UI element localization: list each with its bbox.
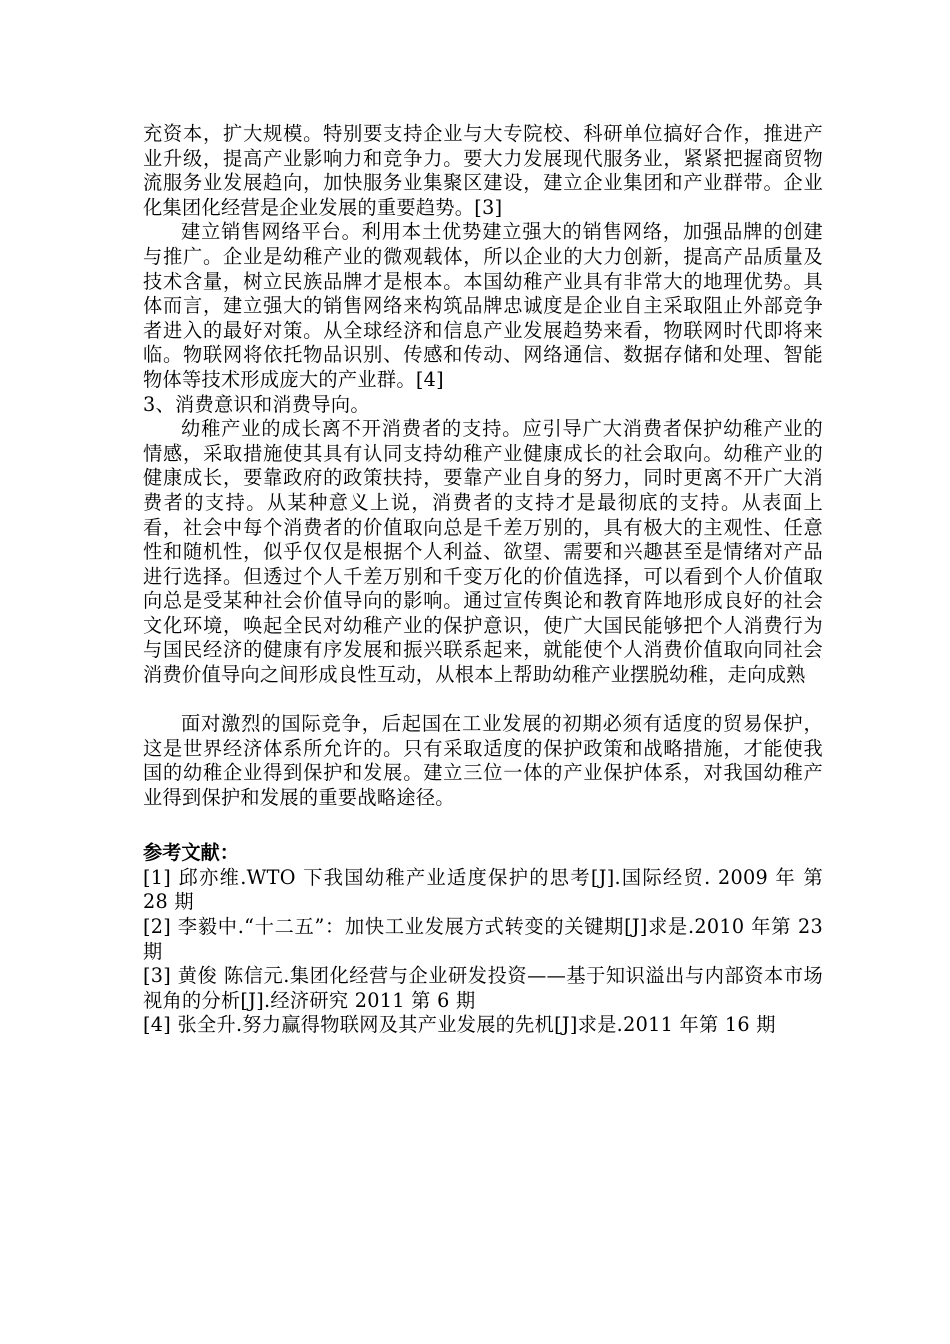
blank-line — [143, 811, 823, 836]
section-heading-consumption: 3、消费意识和消费导向。 — [143, 392, 370, 416]
references-section — [143, 841, 823, 1038]
reference-item: [2] 李毅中.“十二五”：加快工业发展方式转变的关键期[J]求是.2010 年第 23 期 — [143, 915, 823, 963]
references-title: 参考文献： — [143, 841, 239, 865]
document-page — [143, 122, 823, 1038]
reference-item: [3] 黄俊 陈信元.集团化经营与企业研发投资——基于知识溢出与内部资本市场视角的分析[J].经济研究 2011 第 6 期 — [143, 964, 823, 1012]
reference-item: [1] 邱亦维.WTO 下我国幼稚产业适度保护的思考[J].国际经贸. 2009 年 第 28 期 — [143, 865, 823, 914]
paragraph-continued: 充资本，扩大规模。特别要支持企业与大专院校、科研单位搞好合作，推进产业升级，提高产业影响力和竞争力。要大力发展现代服务业，紧紧把握商贸物流服务业发展趋向，加快服务业集聚区建设，建立企业集团和产业群带。企业化集团化经营是企业发展的重要趋势。[3] — [143, 122, 823, 219]
paragraph-conclusion: 面对激烈的国际竞争，后起国在工业发展的初期必须有适度的贸易保护，这是世界经济体系所允许的。只有采取适度的保护政策和战略措施，才能使我国的幼稚企业得到保护和发展。建立三位一体的产业保护体系，对我国幼稚产业得到保护和发展的重要战略途径。 — [143, 712, 823, 810]
paragraph-consumer-support: 幼稚产业的成长离不开消费者的支持。应引导广大消费者保护幼稚产业的情感，采取措施使其具有认同支持幼稚产业健康成长的社会取向。幼稚产业的健康成长，要靠政府的政策扶持，要靠产业自身的努力，同时更离不开广大消费者的支持。从某种意义上说，消费者的支持才是最彻底的支持。从表面上看，社会中每个消费者的价值取向总是千差万别的，具有极大的主观性、任意性和随机性，似乎仅仅是根据个人利益、欲望、需要和兴趣甚至是情绪对产品进行选择。但透过个人千差万别和千变万化的价值选择，可以看到个人价值取向总是受某种社会价值导向的影响。通过宣传舆论和教育阵地形成良好的社会文化环境，唤起全民对幼稚产业的保护意识，使广大国民能够把个人消费行为与国民经济的健康有序发展和振兴联系起来，就能使个人消费价值取向同社会消费价值导向之间形成良性互动，从根本上帮助幼稚产业摆脱幼稚，走向成熟 — [143, 417, 823, 687]
paragraph-sales-network: 建立销售网络平台。利用本土优势建立强大的销售网络，加强品牌的创建与推广。企业是幼稚产业的微观载体，所以企业的大力创新，提高产品质量及技术含量，树立民族品牌才是根本。本国幼稚产业具有非常大的地理优势。具体而言，建立强大的销售网络来构筑品牌忠诚度是企业自主采取阻止外部竞争者进入的最好对策。从全球经济和信息产业发展趋势来看，物联网时代即将来临。物联网将依托物品识别、传感和传动、网络通信、数据存储和处理、智能物体等技术形成庞大的产业群。[4] — [143, 220, 823, 391]
blank-line — [143, 688, 823, 713]
reference-item: [4] 张全升.努力赢得物联网及其产业发展的先机[J]求是.2011 年第 16 期 — [143, 1013, 776, 1037]
